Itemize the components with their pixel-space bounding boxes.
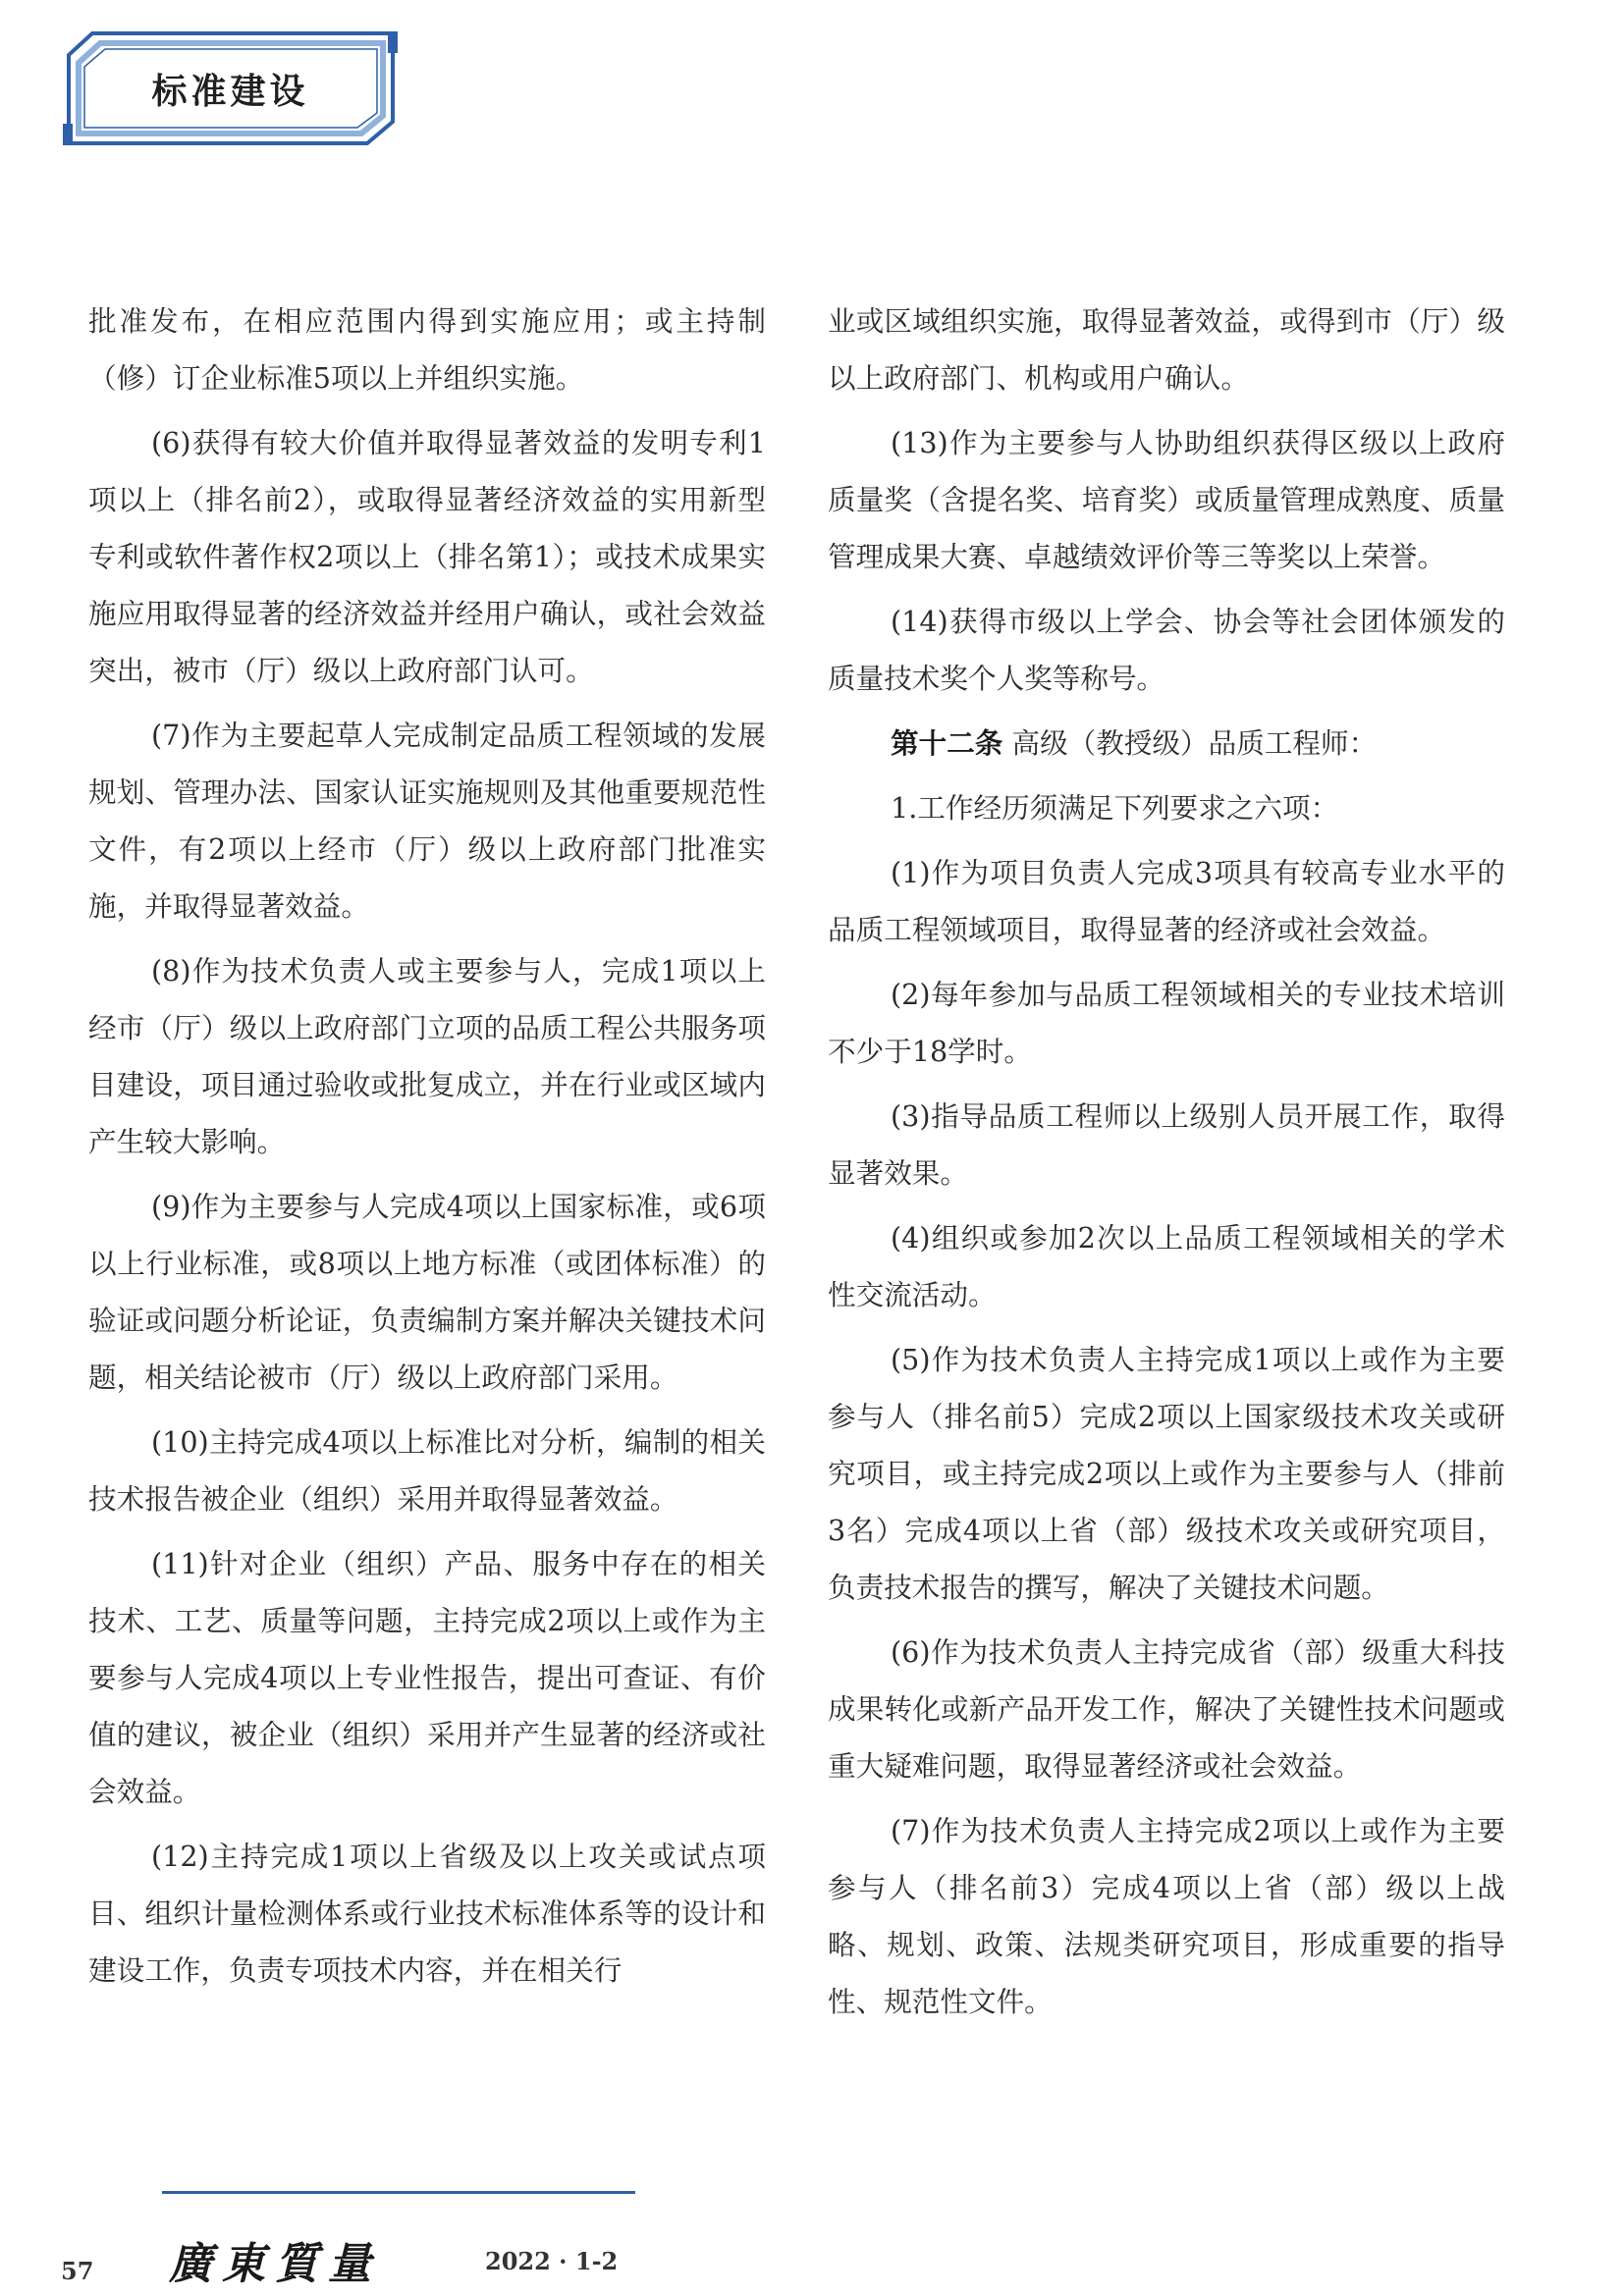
footer-divider xyxy=(162,2191,635,2194)
paragraph xyxy=(828,1209,1505,1323)
paragraph-text: (10)主持完成4项以上标准比对分析，编制的相关技术报告被企业（组织）采用并取得显著效益。 xyxy=(88,1425,766,1516)
paragraph xyxy=(88,414,766,699)
right-column xyxy=(828,293,1505,2038)
paragraph xyxy=(88,1414,766,1527)
paragraph-text: (4)组织或参加2次以上品质工程领域相关的学术性交流活动。 xyxy=(828,1221,1505,1311)
paragraph xyxy=(828,844,1505,958)
page-number: 57 xyxy=(61,2257,94,2285)
paragraph-text: 高级（教授级）品质工程师： xyxy=(1002,726,1378,760)
paragraph-text: (6)作为技术负责人主持完成省（部）级重大科技成果转化或新产品开发工作，解决了关键性技术问题或重大疑难问题，取得显著经济或社会效益。 xyxy=(828,1635,1505,1783)
paragraph xyxy=(828,293,1505,406)
journal-name: 廣東質量 xyxy=(169,2239,381,2289)
paragraph xyxy=(88,293,766,406)
paragraph xyxy=(88,1828,766,1999)
paragraph-text: (3)指导品质工程师以上级别人员开展工作，取得显著效果。 xyxy=(828,1099,1505,1190)
left-column xyxy=(88,293,766,2006)
paragraph-text: (9)作为主要参与人完成4项以上国家标准，或6项以上行业标准，或8项以上地方标准（或团体标准）的验证或问题分析论证，负责编制方案并解决关键技术问题，相关结论被市（厅）级以上政府部门采用。 xyxy=(88,1190,766,1394)
paragraph xyxy=(828,1088,1505,1201)
paragraph-text: 业或区域组织实施，取得显著效益，或得到市（厅）级以上政府部门、机构或用户确认。 xyxy=(828,304,1505,395)
paragraph xyxy=(828,1331,1505,1616)
paragraph-text: (8)作为技术负责人或主要参与人，完成1项以上经市（厅）级以上政府部门立项的品质工程公共服务项目建设，项目通过验收或批复成立，并在行业或区域内产生较大影响。 xyxy=(88,954,766,1158)
paragraph-text: (12)主持完成1项以上省级及以上攻关或试点项目、组织计量检测体系或行业技术标准体系等的设计和建设工作，负责专项技术内容，并在相关行 xyxy=(88,1840,766,1987)
paragraph xyxy=(88,942,766,1170)
paragraph-text: (1)作为项目负责人完成3项具有较高专业水平的品质工程领域项目，取得显著的经济或社会效益。 xyxy=(828,856,1505,946)
section-badge xyxy=(61,29,400,147)
paragraph xyxy=(828,715,1505,772)
paragraph-text: (11)针对企业（组织）产品、服务中存在的相关技术、工艺、质量等问题，主持完成2项以上或作为主要参与人完成4项以上专业性报告，提出可查证、有价值的建议，被企业（组织）采用并产生显著的经济或社会效益。 xyxy=(88,1547,766,1808)
issue-number: 2022 · 1-2 xyxy=(485,2247,619,2275)
paragraph-text: (14)获得市级以上学会、协会等社会团体颁发的质量技术奖个人奖等称号。 xyxy=(828,605,1505,695)
paragraph-text: (6)获得有较大价值并取得显著效益的发明专利1项以上（排名前2），或取得显著经济效益的实用新型专利或软件著作权2项以上（排名第1）；或技术成果实施应用取得显著的经济效益并经用户确认，或社会效益突出，被市（厅）级以上政府部门认可。 xyxy=(88,426,766,687)
paragraph-text: (7)作为技术负责人主持完成2项以上或作为主要参与人（排名前3）完成4项以上省（部）级以上战略、规划、政策、法规类研究项目，形成重要的指导性、规范性文件。 xyxy=(828,1814,1505,2018)
section-title: 标准建设 xyxy=(151,71,309,112)
paragraph-text: (5)作为技术负责人主持完成1项以上或作为主要参与人（排名前5）完成2项以上国家级技术攻关或研究项目，或主持完成2项以上或作为主要参与人（排前3名）完成4项以上省（部）级技术攻关或研究项目，负责技术报告的撰写，解决了关键技术问题。 xyxy=(828,1343,1505,1604)
paragraph xyxy=(828,1802,1505,2030)
paragraph-text: (7)作为主要起草人完成制定品质工程领域的发展规划、管理办法、国家认证实施规则及其他重要规范性文件，有2项以上经市（厅）级以上政府部门批准实施，并取得显著效益。 xyxy=(88,719,766,923)
paragraph xyxy=(828,1624,1505,1794)
paragraph xyxy=(828,966,1505,1080)
paragraph xyxy=(828,414,1505,585)
paragraph-text: (13)作为主要参与人协助组织获得区级以上政府质量奖（含提名奖、培育奖）或质量管理成熟度、质量管理成果大赛、卓越绩效评价等三等奖以上荣誉。 xyxy=(828,426,1505,573)
paragraph-text: (2)每年参加与品质工程领域相关的专业技术培训不少于18学时。 xyxy=(828,978,1505,1068)
paragraph xyxy=(88,707,766,934)
article-heading: 第十二条 xyxy=(891,726,1003,760)
paragraph xyxy=(828,593,1505,707)
paragraph-text: 1.工作经历须满足下列要求之六项： xyxy=(891,791,1339,825)
paragraph xyxy=(828,779,1505,836)
paragraph xyxy=(88,1535,766,1820)
paragraph-text: 批准发布，在相应范围内得到实施应用；或主持制（修）订企业标准5项以上并组织实施。 xyxy=(88,304,766,395)
paragraph xyxy=(88,1178,766,1406)
